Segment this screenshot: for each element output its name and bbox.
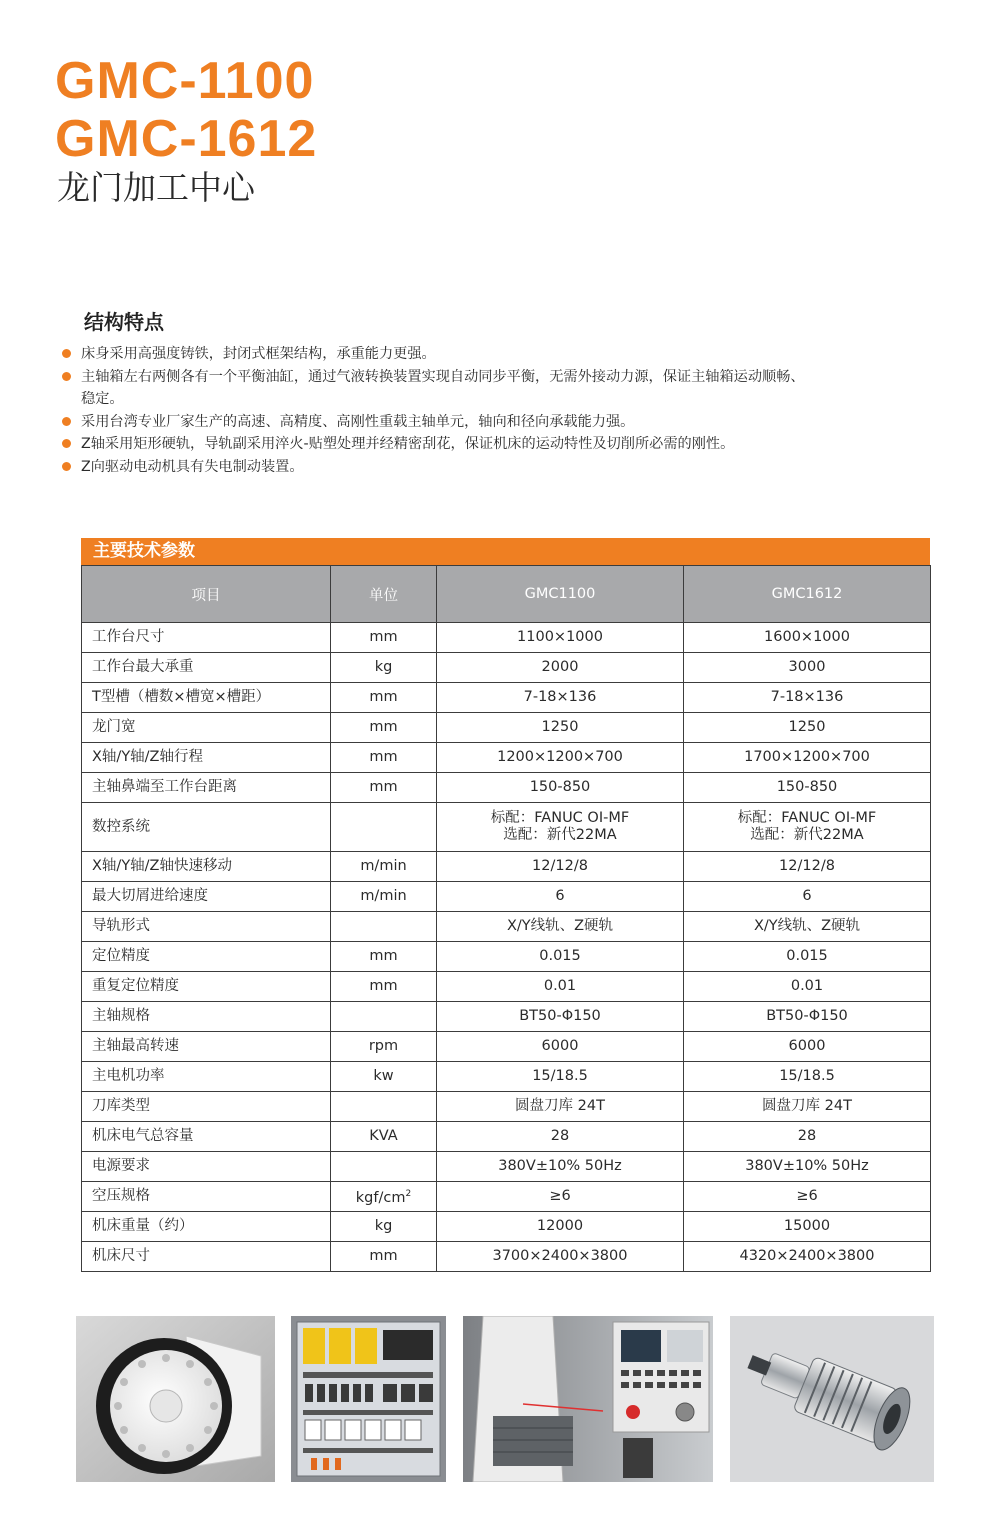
spec-gmc1100-cell: 圆盘刀库 24T bbox=[437, 1092, 684, 1122]
spec-unit-cell bbox=[331, 803, 437, 852]
table-row bbox=[82, 1152, 931, 1182]
spec-gmc1100-cell: 1100×1000 bbox=[437, 623, 684, 653]
spec-gmc1100-cell: X/Y线轨、Z硬轨 bbox=[437, 912, 684, 942]
spec-gmc1612-cell: 150-850 bbox=[684, 773, 931, 803]
feature-item bbox=[62, 433, 922, 456]
table-row bbox=[82, 1212, 931, 1242]
spindle-unit-image bbox=[730, 1316, 934, 1482]
spec-unit-cell bbox=[331, 1242, 437, 1272]
spec-name-cell: 空压规格 bbox=[82, 1182, 331, 1212]
spec-gmc1100-cell: 3700×2400×3800 bbox=[437, 1242, 684, 1272]
spec-unit-cell bbox=[331, 1062, 437, 1092]
spec-name-cell: 主电机功率 bbox=[82, 1062, 331, 1092]
spec-unit-text: kg bbox=[374, 659, 393, 675]
spec-name-cell: 数控系统 bbox=[82, 803, 331, 852]
table-row bbox=[82, 972, 931, 1002]
spec-unit-text: mm bbox=[369, 749, 398, 765]
spec-unit-text: mm bbox=[369, 779, 398, 795]
spec-gmc1100-cell: 0.015 bbox=[437, 942, 684, 972]
spec-name-cell: 电源要求 bbox=[82, 1152, 331, 1182]
spec-gmc1100-cell: 7-18×136 bbox=[437, 683, 684, 713]
spec-name-cell: 机床电气总容量 bbox=[82, 1122, 331, 1152]
table-row bbox=[82, 912, 931, 942]
header-item: 项目 bbox=[82, 566, 331, 623]
spec-gmc1100-cell: 0.01 bbox=[437, 972, 684, 1002]
spec-value-line: 选配：新代22MA bbox=[503, 827, 617, 843]
spec-unit-text: m/min bbox=[360, 858, 407, 874]
spec-gmc1612-cell: 28 bbox=[684, 1122, 931, 1152]
spec-table-body bbox=[82, 623, 931, 1272]
table-row bbox=[82, 1242, 931, 1272]
table-row bbox=[82, 623, 931, 653]
spec-unit-cell bbox=[331, 683, 437, 713]
spec-unit-text: mm bbox=[369, 689, 398, 705]
spec-unit-cell bbox=[331, 942, 437, 972]
spec-gmc1612-cell: 4320×2400×3800 bbox=[684, 1242, 931, 1272]
spec-gmc1100-cell: 6000 bbox=[437, 1032, 684, 1062]
spec-gmc1612-cell: 3000 bbox=[684, 653, 931, 683]
table-row bbox=[82, 1092, 931, 1122]
spec-gmc1612-cell: 15000 bbox=[684, 1212, 931, 1242]
spec-gmc1612-cell: 1700×1200×700 bbox=[684, 743, 931, 773]
spec-unit-cell bbox=[331, 972, 437, 1002]
header-gmc1612: GMC1612 bbox=[684, 566, 931, 623]
table-row bbox=[82, 1062, 931, 1092]
table-row bbox=[82, 683, 931, 713]
title-line-2: GMC-1612 bbox=[55, 110, 318, 168]
feature-text: Z向驱动电动机具有失电制动装置。 bbox=[81, 458, 304, 475]
spec-name-cell: 导轨形式 bbox=[82, 912, 331, 942]
spec-gmc1100-cell: ≥6 bbox=[437, 1182, 684, 1212]
bullet-dot-icon bbox=[62, 349, 71, 358]
feature-text: 主轴箱左右两侧各有一个平衡油缸，通过气液转换装置实现自动同步平衡，无需外接动力源，保证主轴箱运动顺畅、稳定。 bbox=[81, 368, 805, 407]
spec-name-cell: T型槽（槽数×槽宽×槽距） bbox=[82, 683, 331, 713]
spec-unit-cell bbox=[331, 1152, 437, 1182]
spec-unit-cell bbox=[331, 623, 437, 653]
spec-unit-cell bbox=[331, 773, 437, 803]
spec-value-line: 选配：新代22MA bbox=[750, 827, 864, 843]
tool-magazine-image bbox=[76, 1316, 275, 1482]
spec-unit-cell bbox=[331, 1092, 437, 1122]
spec-unit-cell bbox=[331, 713, 437, 743]
spec-unit-cell bbox=[331, 653, 437, 683]
spec-gmc1100-cell: 1200×1200×700 bbox=[437, 743, 684, 773]
spec-name-cell: 机床尺寸 bbox=[82, 1242, 331, 1272]
spec-unit-cell bbox=[331, 882, 437, 912]
spec-gmc1612-cell: X/Y线轨、Z硬轨 bbox=[684, 912, 931, 942]
spec-gmc1100-cell: BT50-Φ150 bbox=[437, 1002, 684, 1032]
cnc-control-panel-photo bbox=[463, 1316, 713, 1482]
spec-gmc1100-cell: 12/12/8 bbox=[437, 852, 684, 882]
spec-name-cell: 刀库类型 bbox=[82, 1092, 331, 1122]
spec-gmc1612-cell: 圆盘刀库 24T bbox=[684, 1092, 931, 1122]
table-row bbox=[82, 653, 931, 683]
spec-name-cell: 主轴鼻端至工作台距离 bbox=[82, 773, 331, 803]
feature-item bbox=[62, 456, 922, 479]
spec-name-cell: 机床重量（约） bbox=[82, 1212, 331, 1242]
spec-unit-cell bbox=[331, 852, 437, 882]
spec-table bbox=[81, 565, 931, 1272]
spec-gmc1100-cell: 6 bbox=[437, 882, 684, 912]
spec-gmc1100-cell bbox=[437, 803, 684, 852]
spec-unit-text: mm bbox=[369, 948, 398, 964]
header-gmc1100: GMC1100 bbox=[437, 566, 684, 623]
spec-unit-cell bbox=[331, 743, 437, 773]
spec-value-line: 标配：FANUC OI-MF bbox=[737, 810, 877, 826]
spec-unit-text: kw bbox=[373, 1068, 394, 1084]
spec-gmc1612-cell: 380V±10% 50Hz bbox=[684, 1152, 931, 1182]
table-row bbox=[82, 713, 931, 743]
bullet-dot-icon bbox=[62, 462, 71, 471]
spec-gmc1100-cell: 12000 bbox=[437, 1212, 684, 1242]
spec-name-cell: 重复定位精度 bbox=[82, 972, 331, 1002]
electrical-cabinet-image bbox=[291, 1316, 446, 1482]
spec-gmc1612-cell: 6 bbox=[684, 882, 931, 912]
spec-unit-text: rpm bbox=[368, 1038, 399, 1054]
spec-gmc1612-cell: ≥6 bbox=[684, 1182, 931, 1212]
spec-value-line: 标配：FANUC OI-MF bbox=[490, 810, 630, 826]
spec-gmc1612-cell: 7-18×136 bbox=[684, 683, 931, 713]
spec-unit-text: mm bbox=[369, 629, 398, 645]
table-row bbox=[82, 1032, 931, 1062]
table-row bbox=[82, 773, 931, 803]
spec-unit-text: mm bbox=[369, 978, 398, 994]
spec-gmc1612-cell: 0.01 bbox=[684, 972, 931, 1002]
photo-strip bbox=[0, 1313, 1000, 1483]
spec-unit-text: m/min bbox=[360, 888, 407, 904]
product-subtitle: 龙门加工中心 bbox=[57, 168, 255, 207]
product-title bbox=[55, 52, 317, 168]
spec-unit-cell bbox=[331, 1122, 437, 1152]
feature-item bbox=[62, 366, 922, 411]
table-row bbox=[82, 803, 931, 852]
spec-name-cell: 工作台最大承重 bbox=[82, 653, 331, 683]
table-row bbox=[82, 852, 931, 882]
bullet-dot-icon bbox=[62, 439, 71, 448]
spec-unit-text: kg bbox=[374, 1218, 393, 1234]
spec-name-cell: X轴/Y轴/Z轴快速移动 bbox=[82, 852, 331, 882]
table-row bbox=[82, 1122, 931, 1152]
spec-gmc1100-cell: 1250 bbox=[437, 713, 684, 743]
spindle-unit-photo bbox=[730, 1316, 934, 1482]
spec-gmc1612-cell: 1600×1000 bbox=[684, 623, 931, 653]
feature-item bbox=[62, 343, 922, 366]
spec-unit-cell bbox=[331, 1032, 437, 1062]
feature-text: 采用台湾专业厂家生产的高速、高精度、高刚性重载主轴单元，轴向和径向承载能力强。 bbox=[81, 413, 635, 430]
spec-unit-text: KVA bbox=[369, 1128, 398, 1144]
feature-item bbox=[62, 411, 922, 434]
spec-unit-text: mm bbox=[369, 719, 398, 735]
bullet-dot-icon bbox=[62, 372, 71, 381]
table-row bbox=[82, 743, 931, 773]
spec-unit-cell bbox=[331, 912, 437, 942]
spec-gmc1100-cell: 2000 bbox=[437, 653, 684, 683]
feature-text: 床身采用高强度铸铁，封闭式框架结构，承重能力更强。 bbox=[81, 346, 436, 362]
spec-name-cell: 主轴规格 bbox=[82, 1002, 331, 1032]
header-unit: 单位 bbox=[331, 566, 437, 623]
title-line-1: GMC-1100 bbox=[55, 52, 315, 110]
spec-gmc1612-cell: 0.015 bbox=[684, 942, 931, 972]
table-row bbox=[82, 1182, 931, 1212]
spec-name-cell: X轴/Y轴/Z轴行程 bbox=[82, 743, 331, 773]
spec-gmc1612-cell bbox=[684, 803, 931, 852]
spec-gmc1612-cell: 1250 bbox=[684, 713, 931, 743]
spec-name-cell: 龙门宽 bbox=[82, 713, 331, 743]
electrical-cabinet-photo bbox=[291, 1316, 446, 1482]
spec-table-header bbox=[82, 566, 931, 623]
spec-gmc1100-cell: 380V±10% 50Hz bbox=[437, 1152, 684, 1182]
spec-gmc1612-cell: 15/18.5 bbox=[684, 1062, 931, 1092]
spec-unit-text: kgf/cm bbox=[355, 1189, 406, 1206]
spec-unit-cell bbox=[331, 1212, 437, 1242]
bullet-dot-icon bbox=[62, 417, 71, 426]
table-row bbox=[82, 1002, 931, 1032]
tool-magazine-photo bbox=[76, 1316, 275, 1482]
spec-gmc1612-cell: BT50-Φ150 bbox=[684, 1002, 931, 1032]
spec-unit-cell bbox=[331, 1002, 437, 1032]
spec-gmc1100-cell: 28 bbox=[437, 1122, 684, 1152]
spec-gmc1612-cell: 6000 bbox=[684, 1032, 931, 1062]
cnc-control-panel-image bbox=[463, 1316, 713, 1482]
feature-text: Z轴采用矩形硬轨，导轨副采用淬火-贴塑处理并经精密刮花，保证机床的运动特性及切削所必需的刚性。 bbox=[81, 436, 735, 452]
spec-name-cell: 主轴最高转速 bbox=[82, 1032, 331, 1062]
spec-name-cell: 定位精度 bbox=[82, 942, 331, 972]
spec-heading-bar: 主要技术参数 bbox=[81, 538, 930, 565]
table-row bbox=[82, 942, 931, 972]
table-row bbox=[82, 882, 931, 912]
spec-name-cell: 最大切屑进给速度 bbox=[82, 882, 331, 912]
spec-gmc1100-cell: 15/18.5 bbox=[437, 1062, 684, 1092]
spec-gmc1612-cell: 12/12/8 bbox=[684, 852, 931, 882]
spec-unit-cell bbox=[331, 1182, 437, 1212]
spec-unit-superscript: 2 bbox=[405, 1189, 412, 1200]
spec-name-cell: 工作台尺寸 bbox=[82, 623, 331, 653]
features-list bbox=[62, 343, 922, 478]
spec-gmc1100-cell: 150-850 bbox=[437, 773, 684, 803]
features-heading: 结构特点 bbox=[84, 310, 164, 334]
spec-unit-text: mm bbox=[369, 1248, 398, 1264]
